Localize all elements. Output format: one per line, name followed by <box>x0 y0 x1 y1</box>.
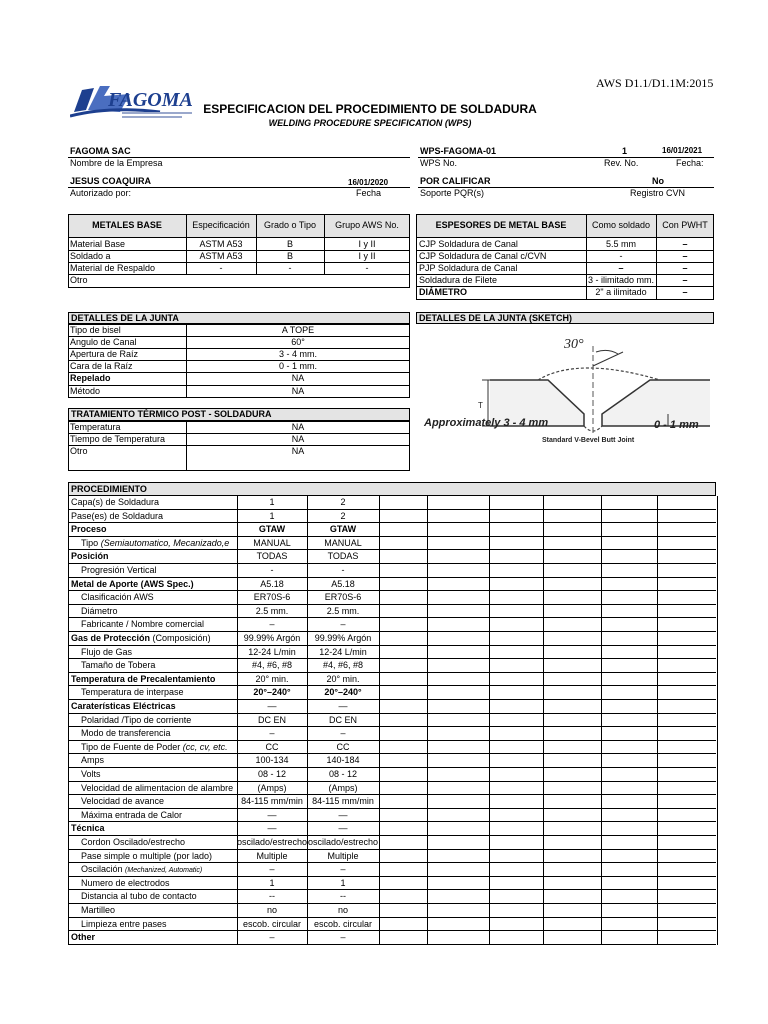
procedure-row-label <box>71 823 235 834</box>
procedure-row-label <box>71 674 235 685</box>
aws-group-header: Grupo AWS No. <box>335 220 399 230</box>
wps-date-label: Fecha: <box>676 158 704 168</box>
procedure-value-v2: -- <box>340 891 346 902</box>
pwht-time-label: Tiempo de Temperatura <box>70 434 166 444</box>
procedure-row-label <box>81 837 235 848</box>
procedure-label-text: Metal de Aporte (AWS Spec.) <box>71 578 194 589</box>
procedure-value-v1: 1 <box>269 510 275 521</box>
procedure-value-v2: escob. circular <box>313 918 373 929</box>
fillet-pwht: – <box>682 275 688 285</box>
pjp-groove-as-welded: – <box>618 263 624 273</box>
procedure-header <box>68 482 716 496</box>
backgouging-value: NA <box>291 373 305 383</box>
procedure-row <box>68 727 716 741</box>
procedure-label-text: Pase simple o multiple (por lado) <box>81 850 213 861</box>
procedure-value-v1: 1 <box>269 497 275 507</box>
procedure-row-label <box>81 565 235 576</box>
pwht-header: Con PWHT <box>662 220 708 230</box>
procedure-value-v1: 84-115 mm/min <box>241 796 303 807</box>
procedure-row-label <box>71 701 235 712</box>
procedure-label-text: Volts <box>81 769 101 779</box>
procedure-label-text: Técnica <box>71 823 105 834</box>
procedure-value-v1: (Amps) <box>257 782 287 793</box>
procedure-value-v1: – <box>269 864 275 875</box>
cvn-record: No <box>652 176 664 186</box>
cvn-record-label: Registro CVN <box>630 188 686 198</box>
procedure-label-text: Clasificación AWS <box>81 592 154 603</box>
procedure-value-v1: TODAS <box>256 551 288 562</box>
procedure-row-label <box>81 660 235 671</box>
procedure-row-label <box>71 551 235 562</box>
procedure-value-v2: 2 <box>340 497 346 507</box>
procedure-value-v1: – <box>269 619 275 630</box>
procedure-value-v1: ER70S-6 <box>253 592 291 603</box>
procedure-row-label <box>71 633 235 644</box>
procedure-value-v1: 1 <box>269 877 275 888</box>
procedure-label-text: Diámetro <box>81 605 118 616</box>
pqr-support-label: Soporte PQR(s) <box>420 188 485 198</box>
procedure-value-v1: no <box>266 905 277 915</box>
pwht-temp-label: Temperatura <box>70 422 121 432</box>
procedure-value-v2: Multiple <box>327 850 359 861</box>
pjp-groove-label: PJP Soldadura de Canal <box>419 263 518 273</box>
procedure-row <box>68 768 716 782</box>
backing-group: - <box>365 263 369 273</box>
procedure-value-v1: MANUAL <box>253 537 291 548</box>
procedure-row <box>68 564 716 578</box>
procedure-row-label <box>81 619 235 630</box>
sketch-caption: Standard V-Bevel Butt Joint <box>542 437 635 444</box>
procedure-value-v2: – <box>340 728 346 739</box>
as-welded-header: Como soldado <box>591 220 651 230</box>
sketch-header: DETALLES DE LA JUNTA (SKETCH) <box>416 312 714 324</box>
procedure-row-label <box>71 511 235 522</box>
procedure-row-label <box>71 524 235 535</box>
welded-to-label: Soldado a <box>70 251 111 261</box>
logo-text: FAGOMA <box>108 89 193 111</box>
procedure-label-text: Cordon Oscilado/estrecho <box>81 837 186 847</box>
procedure-value-v2: oscilado/estrecho <box>307 837 379 847</box>
procedure-row <box>68 754 716 768</box>
method-label: Método <box>70 386 101 396</box>
procedure-row-label <box>81 783 235 794</box>
standard-code: AWS D1.1/D1.1M:2015 <box>596 76 714 90</box>
procedure-value-v2: CC <box>336 741 350 752</box>
procedure-value-v2: 20°–240° <box>324 687 362 698</box>
procedure-value-v1: -- <box>269 891 275 902</box>
procedure-label-suffix: (cc, cv, etc. <box>182 741 228 752</box>
pwht-other-value: NA <box>291 446 305 456</box>
groove-angle-label: Angulo de Canal <box>70 337 137 347</box>
pwht-other-label: Otro <box>70 446 88 456</box>
procedure-row <box>68 646 716 660</box>
procedure-row <box>68 931 716 945</box>
procedure-row <box>68 550 716 564</box>
procedure-value-v2: — <box>338 809 348 820</box>
cjp-groove-as-welded: 5.5 mm <box>605 239 636 249</box>
gap-label: Approximately 3 - 4 mm <box>424 417 549 429</box>
procedure-value-v1: DC EN <box>257 714 286 725</box>
cjp-groove-pwht: – <box>682 239 688 249</box>
thickness-header: ESPESORES DE METAL BASE <box>435 220 567 230</box>
pqr-support: POR CALIFICAR <box>420 176 491 186</box>
procedure-value-v2: ER70S-6 <box>324 592 362 603</box>
procedure-value-v1: 08 - 12 <box>257 769 287 779</box>
pwht-temp-value: NA <box>291 422 305 432</box>
grade-header: Grado o Tipo <box>263 220 317 230</box>
root-face-dim-label: 0 - 1 mm <box>654 419 699 431</box>
procedure-label-text: Amps <box>81 755 105 766</box>
procedure-row <box>68 890 716 904</box>
procedure-label-text: Polaridad /Tipo de corriente <box>81 714 192 725</box>
diameter-as-welded: 2" a ilimitado <box>595 287 647 297</box>
cjp-groove-label: CJP Soldadura de Canal <box>419 239 518 249</box>
authorized-by: JESUS COAQUIRA <box>70 176 152 186</box>
procedure-value-v2: 1 <box>340 877 346 888</box>
procedure-value-v2: 84-115 mm/min <box>312 796 374 807</box>
procedure-label-text: Martilleo <box>81 905 116 915</box>
procedure-row <box>68 496 716 510</box>
procedure-row-label <box>71 497 235 508</box>
procedure-row <box>68 673 716 687</box>
procedure-value-v2: – <box>340 932 346 943</box>
procedure-row-label <box>81 878 235 889</box>
procedure-value-v2: 140-184 <box>326 755 360 766</box>
procedure-label-text: Velocidad de alimentacion de alambre <box>81 782 234 793</box>
procedure-label-text: Tamaño de Tobera <box>81 660 156 671</box>
procedure-label-text: Flujo de Gas <box>81 646 133 657</box>
procedure-value-v1: 100-134 <box>255 755 289 766</box>
procedure-row-label <box>81 905 235 916</box>
procedure-label-suffix: (Semiautomatico, Mecanizado,e <box>100 537 230 548</box>
procedure-value-v2: - <box>341 565 345 575</box>
procedure-label-text: Máxima entrada de Calor <box>81 809 183 820</box>
procedure-label-suffix: (Composición) <box>152 633 211 643</box>
procedure-label-text: Other <box>71 932 96 943</box>
procedure-row <box>68 877 716 891</box>
procedure-row <box>68 537 716 551</box>
pjp-groove-pwht: – <box>682 263 688 273</box>
procedure-value-v2: 2.5 mm. <box>326 605 360 616</box>
procedure-row <box>68 686 716 700</box>
procedure-value-v2: – <box>340 864 346 875</box>
procedure-label-text: Limpieza entre pases <box>81 918 167 929</box>
procedure-value-v1: — <box>267 701 277 711</box>
procedure-row <box>68 850 716 864</box>
procedure-row-label <box>81 647 235 658</box>
procedure-value-v2: DC EN <box>328 714 357 725</box>
document-title: ESPECIFICACION DEL PROCEDIMIENTO DE SOLDADURA <box>203 102 537 116</box>
procedure-label-text: Fabricante / Nombre comercial <box>81 619 205 630</box>
procedure-row <box>68 904 716 918</box>
procedure-value-v2: 08 - 12 <box>328 769 358 779</box>
procedure-row <box>68 591 716 605</box>
procedure-value-v2: 20° min. <box>326 673 360 684</box>
procedure-value-v1: – <box>269 728 275 739</box>
procedure-row <box>68 836 716 850</box>
procedure-header-label: PROCEDIMIENTO <box>71 484 147 494</box>
procedure-value-v1: – <box>269 932 275 943</box>
procedure-row <box>68 822 716 836</box>
cjp-cvn-as-welded: - <box>619 251 623 261</box>
procedure-value-v2: 12-24 L/min <box>319 646 367 657</box>
spec-header: Especificación <box>192 220 250 230</box>
wps-number-label: WPS No. <box>420 158 458 168</box>
procedure-value-v1: A5.18 <box>260 578 284 589</box>
root-opening-label: Apertura de Raíz <box>70 349 139 359</box>
procedure-row-label <box>81 606 235 617</box>
procedure-value-v2: no <box>337 905 348 915</box>
procedure-value-v1: — <box>267 809 277 820</box>
joint-details-header: DETALLES DE LA JUNTA <box>68 312 410 324</box>
pwht-time-value: NA <box>291 434 305 444</box>
base-metal-spec: ASTM A53 <box>199 239 243 249</box>
procedure-value-v1: GTAW <box>258 524 286 535</box>
authorized-date: 16/01/2020 <box>348 178 389 187</box>
procedure-row-label <box>81 810 235 821</box>
diameter-pwht: – <box>682 287 688 297</box>
backing-label: Material de Respaldo <box>70 263 156 273</box>
procedure-row-label <box>81 592 235 603</box>
procedure-row-label <box>81 891 235 902</box>
procedure-row <box>68 510 716 524</box>
fillet-as-welded: 3 - ilimitado mm. <box>587 275 654 285</box>
procedure-row <box>68 863 716 877</box>
procedure-value-v1: 2.5 mm. <box>255 605 289 616</box>
procedure-label-text: Oscilación <box>81 864 123 875</box>
bevel-type-label: Tipo de bisel <box>70 325 121 335</box>
procedure-label-text: Distancia al tubo de contacto <box>81 891 197 902</box>
procedure-row-label <box>81 728 235 739</box>
procedure-row-label <box>81 687 235 698</box>
procedure-row <box>68 618 716 632</box>
procedure-value-v1: #4, #6, #8 <box>251 660 293 671</box>
procedure-row-label <box>81 851 235 862</box>
pwht-section-header: TRATAMIENTO TÉRMICO POST - SOLDADURA <box>68 408 410 421</box>
procedure-label-suffix: (Mechanized, Automatic) <box>125 867 203 875</box>
backing-spec: - <box>219 263 223 273</box>
procedure-label-text: Progresión Vertical <box>81 565 157 575</box>
company-name-label: Nombre de la Empresa <box>70 158 163 168</box>
cjp-cvn-label: CJP Soldadura de Canal c/CVN <box>419 251 547 261</box>
rev-number: 1 <box>622 146 628 156</box>
procedure-label-text: Temperatura de interpase <box>81 687 184 698</box>
document-subtitle: WELDING PROCEDURE SPECIFICATION (WPS) <box>268 118 472 128</box>
thickness-t-label: T <box>478 401 483 410</box>
procedure-row-label <box>81 715 235 726</box>
backing-grade: - <box>288 263 292 273</box>
root-face-value: 0 - 1 mm. <box>278 361 317 371</box>
procedure-value-v1: oscilado/estrecho <box>237 837 307 847</box>
authorized-date-label: Fecha <box>356 188 382 198</box>
procedure-value-v1: - <box>270 565 274 575</box>
procedure-value-v2: TODAS <box>327 551 359 562</box>
procedure-value-v1: 99.99% Argón <box>243 633 301 643</box>
procedure-label-text: Pase(es) de Soldadura <box>71 510 164 521</box>
procedure-label-text: Proceso <box>71 524 107 535</box>
procedure-row <box>68 809 716 823</box>
procedure-value-v2: A5.18 <box>331 578 355 589</box>
procedure-value-v2: 99.99% Argón <box>314 633 372 643</box>
procedure-row <box>68 700 716 714</box>
procedure-row-label <box>71 932 235 943</box>
procedure-row <box>68 605 716 619</box>
procedure-row <box>68 918 716 932</box>
procedure-row <box>68 782 716 796</box>
base-metal-group: I y II <box>358 239 376 249</box>
procedure-value-v2: (Amps) <box>328 782 358 793</box>
procedure-label-text: Posición <box>71 551 109 562</box>
procedure-value-v1: 20° min. <box>255 673 289 684</box>
base-metal-row-label: Material Base <box>70 239 126 249</box>
fillet-label: Soldadura de Filete <box>419 275 498 285</box>
backgouging-label: Repelado <box>70 373 111 383</box>
procedure-label-text: Gas de Protección <box>71 633 151 643</box>
procedure-row <box>68 523 716 537</box>
procedure-label-text: Velocidad de avance <box>81 796 165 807</box>
procedure-value-v1: — <box>267 823 277 834</box>
procedure-value-v2: MANUAL <box>324 537 362 548</box>
procedure-label-text: Modo de transferencia <box>81 728 171 739</box>
procedure-label-text: Temperatura de Precalentamiento <box>71 673 216 684</box>
root-face-label: Cara de la Raíz <box>70 361 133 371</box>
procedure-value-v2: — <box>338 823 348 834</box>
welded-to-group: I y II <box>358 251 376 261</box>
procedure-row <box>68 659 716 673</box>
groove-angle-value: 60° <box>291 337 305 347</box>
procedure-label-text: Caraterísticas Eléctricas <box>71 701 176 711</box>
procedure-label-text: Numero de electrodos <box>81 877 170 888</box>
procedure-row <box>68 795 716 809</box>
procedure-row-label <box>81 742 235 753</box>
cjp-cvn-pwht: – <box>682 251 688 261</box>
method-value: NA <box>291 386 305 396</box>
procedure-value-v2: #4, #6, #8 <box>322 660 364 671</box>
welded-to-spec: ASTM A53 <box>199 251 243 261</box>
procedure-row-label <box>81 755 235 766</box>
procedure-value-v1: Multiple <box>256 850 288 861</box>
procedure-label-text: Tipo <box>81 537 99 548</box>
procedure-row-label <box>81 864 235 876</box>
procedure-row <box>68 741 716 755</box>
procedure-value-v2: – <box>340 619 346 630</box>
procedure-value-v1: escob. circular <box>242 918 302 929</box>
procedure-label-text: Tipo de Fuente de Poder <box>81 741 181 752</box>
welded-to-grade: B <box>286 251 293 261</box>
other-label: Otro <box>70 275 88 285</box>
procedure-value-v2: GTAW <box>329 524 357 535</box>
base-metal-grade: B <box>286 239 293 249</box>
root-opening-value: 3 - 4 mm. <box>278 349 317 359</box>
procedure-row-label <box>71 579 235 590</box>
procedure-row-label <box>81 919 235 930</box>
angle-label: 30° <box>564 337 584 352</box>
procedure-value-v1: CC <box>265 741 279 752</box>
procedure-value-v1: 20°–240° <box>253 687 291 698</box>
procedure-value-v2: — <box>338 701 348 711</box>
procedure-row-label <box>81 538 235 549</box>
procedure-value-v2: 2 <box>340 510 346 521</box>
wps-number: WPS-FAGOMA-01 <box>420 146 497 156</box>
procedure-row-label <box>81 796 235 807</box>
procedure-row <box>68 578 716 592</box>
bevel-type-value: A TOPE <box>281 325 315 335</box>
company-name: FAGOMA SAC <box>70 146 131 156</box>
procedure-label-text: Capa(s) de Soldadura <box>71 497 160 507</box>
joint-sketch <box>418 326 714 466</box>
base-metals-header: METALES BASE <box>92 220 162 230</box>
procedure-row <box>68 632 716 646</box>
wps-date: 16/01/2021 <box>662 146 703 155</box>
procedure-row-label <box>81 769 235 780</box>
procedure-value-v1: 12-24 L/min <box>248 646 296 657</box>
diameter-label: DIÁMETRO <box>419 287 467 297</box>
authorized-by-label: Autorizado por: <box>70 188 132 198</box>
procedure-row <box>68 714 716 728</box>
rev-number-label: Rev. No. <box>604 158 639 168</box>
